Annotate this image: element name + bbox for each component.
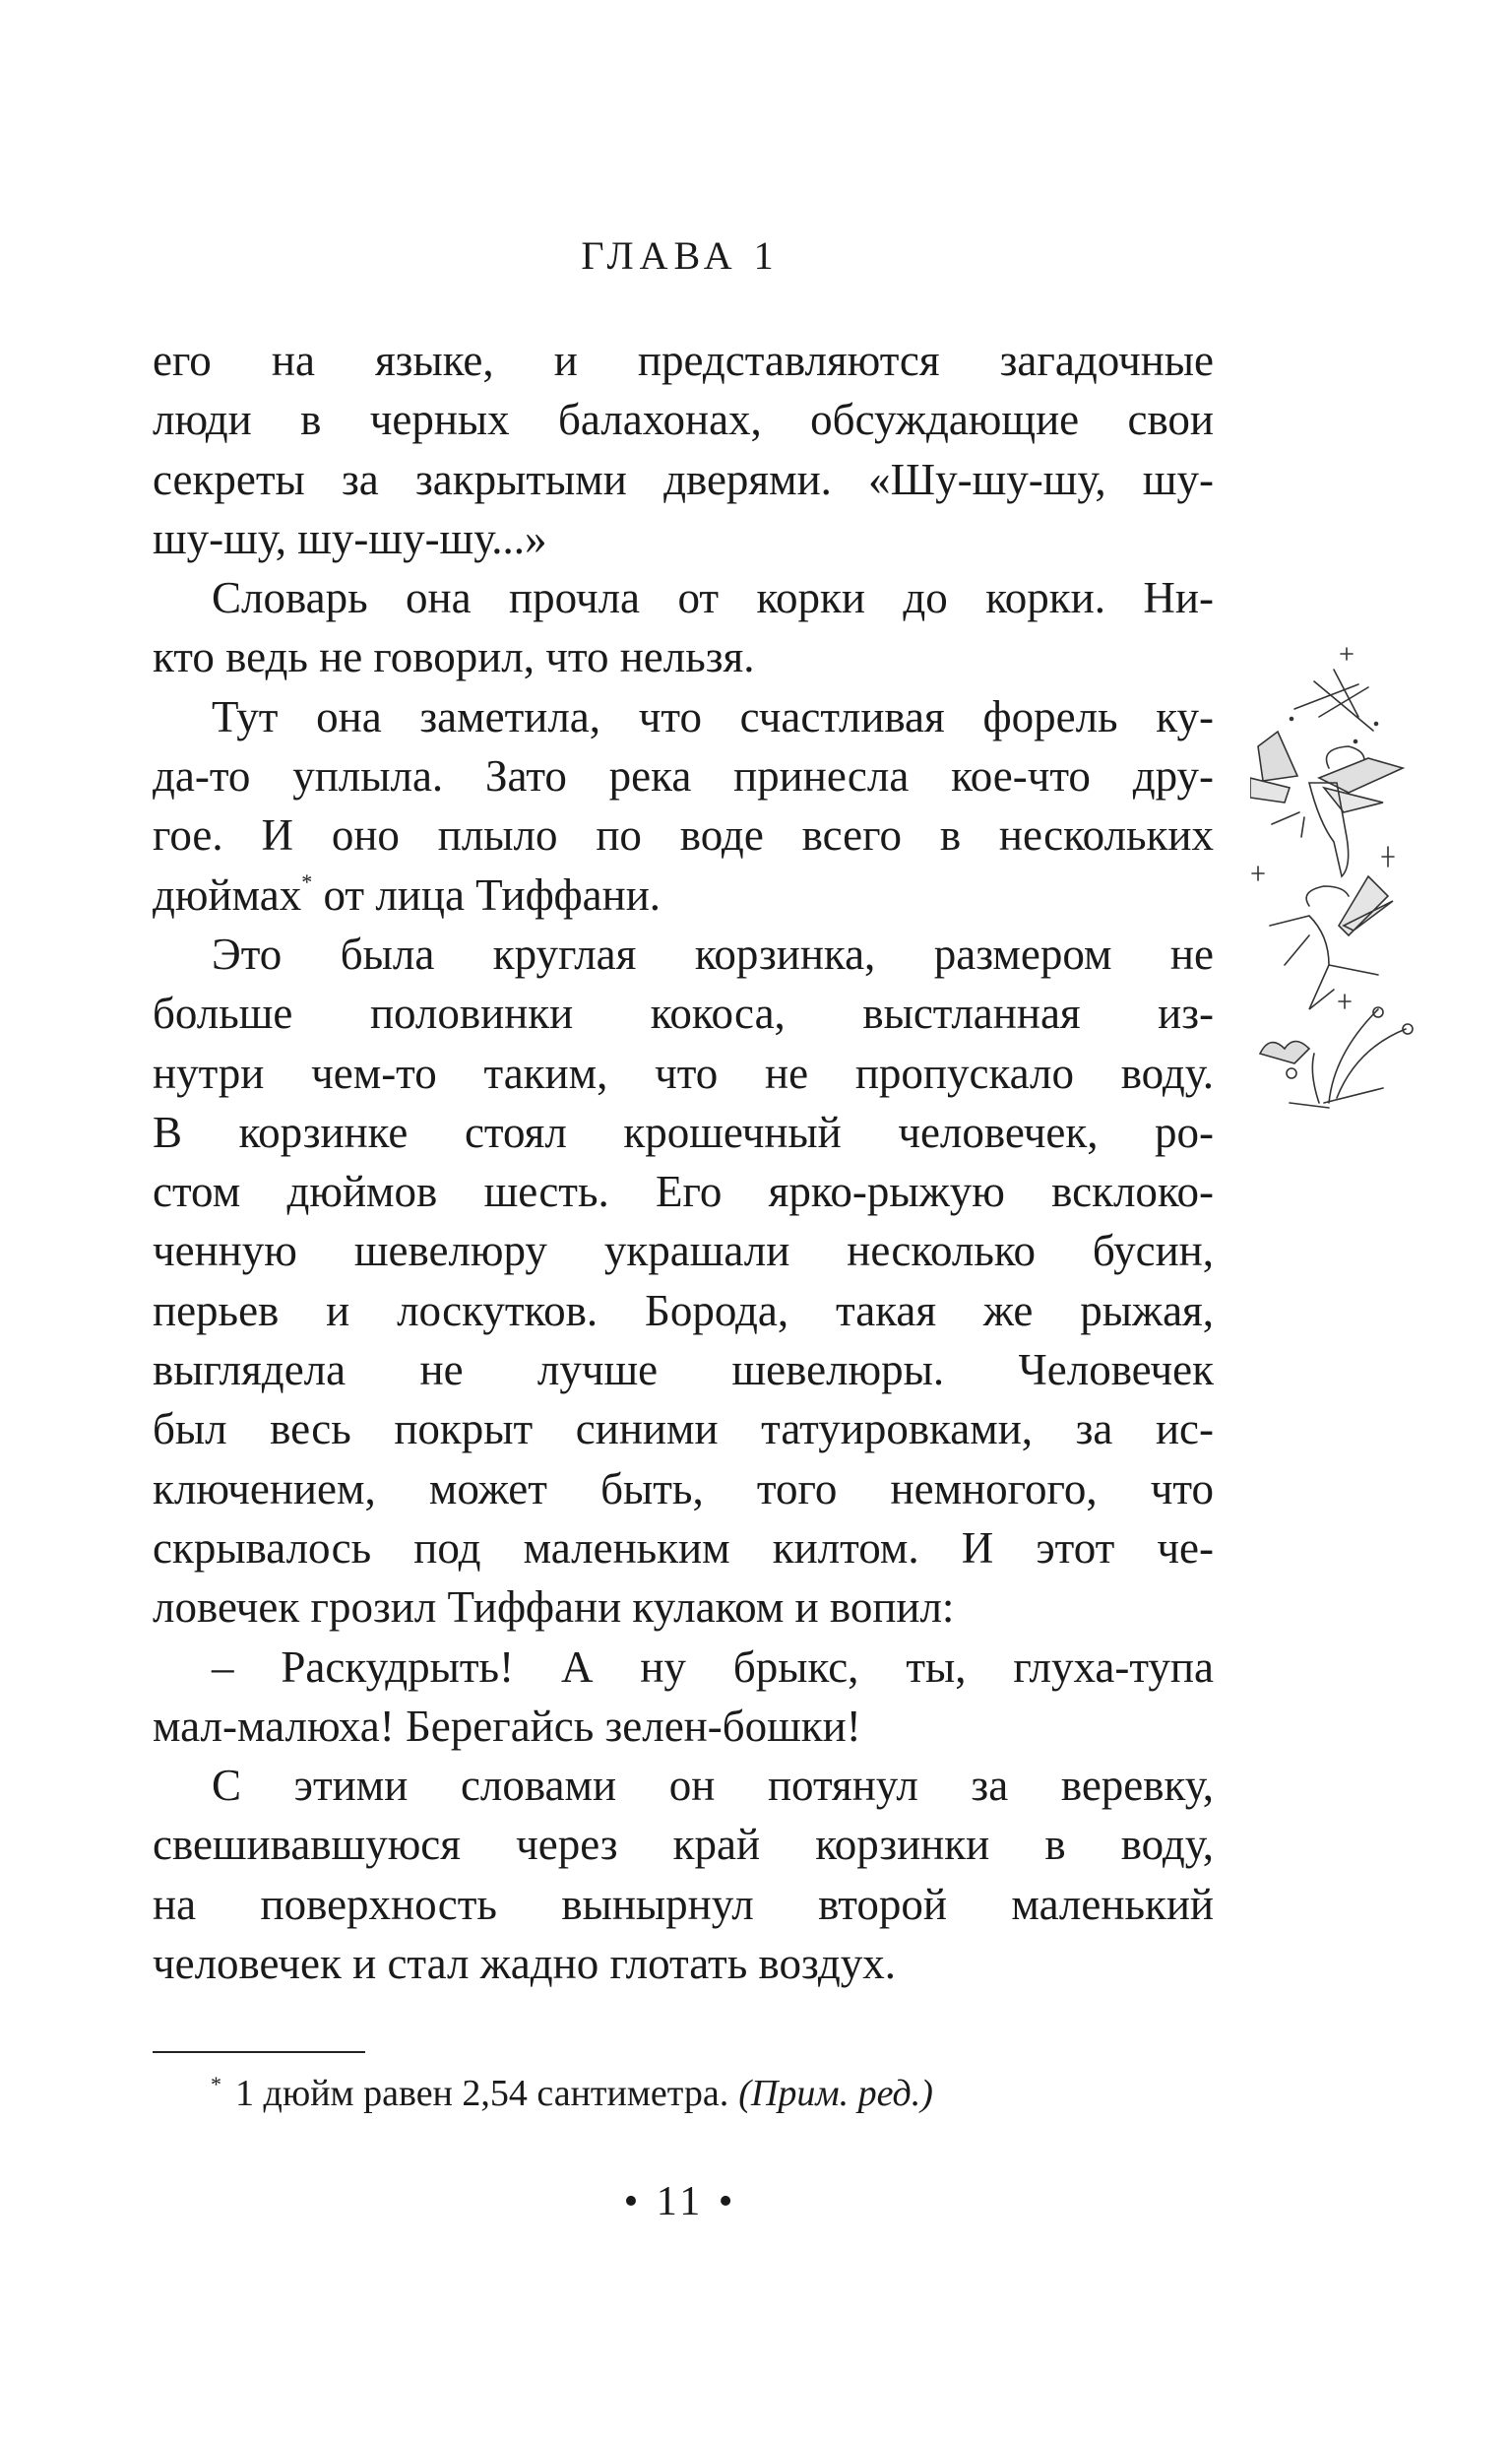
text-line [153, 984, 1214, 1043]
text-line [153, 1281, 1214, 1340]
text-line-content: секреты за закрытыми дверями. «Шу-шу-шу, шу- [153, 454, 1214, 504]
text-line [153, 509, 1214, 568]
page-number: • 11 • [623, 2179, 737, 2224]
text-line [153, 1815, 1214, 1874]
text-line [153, 331, 1214, 390]
text-line [153, 805, 1214, 865]
text-line-content: гое. И оно плыло по воде всего в нескольких [153, 810, 1214, 861]
text-line [153, 1875, 1214, 1934]
text-line-content: свешивавшуюся через край корзинки в воду, [153, 1820, 1214, 1870]
text-line [153, 627, 1214, 686]
footnote [211, 2072, 933, 2115]
text-line-content: больше половинки кокоса, выстланная из- [153, 989, 1214, 1039]
text-line [153, 1934, 1214, 1993]
text-line-content: Словарь она прочла от корки до корки. Ни- [212, 573, 1214, 623]
text-line [153, 866, 1214, 925]
text-line-content: перьев и лоскутков. Борода, такая же рыжая, [153, 1285, 1214, 1335]
text-line [153, 1459, 1214, 1518]
text-line-content: кто ведь не говорил, что нельзя. [153, 632, 755, 682]
text-line-content: да-то уплыла. Зато река принесла кое-что дру- [153, 751, 1214, 802]
text-line [153, 746, 1214, 805]
fairy-illustration [1250, 640, 1427, 1408]
text-line-content: люди в черных балахонах, обсуждающие свои [153, 395, 1214, 445]
body-text [153, 331, 1214, 1993]
text-line-content: нутри чем-то таким, что не пропускало воду. [153, 1048, 1214, 1098]
text-line [153, 1103, 1214, 1162]
text-line-content: ловечек грозил Тиффани кулаком и вопил: [153, 1582, 955, 1633]
text-line [153, 687, 1214, 746]
text-line [153, 1044, 1214, 1103]
text-line-content: ключением, может быть, того немногого, что [153, 1463, 1214, 1513]
text-line [153, 1518, 1214, 1577]
footnote-text: 1 дюйм равен 2,54 сантиметра. [235, 2073, 729, 2114]
text-line-content: шу-шу, шу-шу-шу...» [153, 513, 547, 563]
text-line [153, 390, 1214, 449]
text-line [153, 568, 1214, 627]
text-line [153, 1638, 1214, 1697]
text-line-content: – Раскудрыть! А ну брыкс, ты, глуха-тупа [212, 1641, 1214, 1692]
text-line-content: В корзинке стоял крошечный человечек, ро- [153, 1107, 1214, 1157]
text-line [153, 1221, 1214, 1280]
text-line-content: его на языке, и представляются загадочные [153, 336, 1214, 385]
text-line [153, 1577, 1214, 1637]
text-line [153, 1162, 1214, 1221]
footnote-editor-note: (Прим. ред.) [738, 2073, 933, 2114]
text-line [153, 450, 1214, 509]
text-line-content: на поверхность вынырнул второй маленький [153, 1879, 1214, 1929]
text-line-content: стом дюймов шесть. Его ярко-рыжую всклоко- [153, 1167, 1214, 1217]
text-line-content: ченную шевелюру украшали несколько бусин, [153, 1226, 1214, 1276]
footnote-mark: * [211, 2072, 221, 2096]
text-line-content: Это была круглая корзинка, размером не [212, 929, 1214, 979]
footnote-divider [153, 2051, 365, 2053]
text-line-content: человечек и стал жадно глотать воздух. [153, 1939, 897, 1989]
text-line [153, 1340, 1214, 1399]
text-line-content: был весь покрыт синими татуировками, за ис- [153, 1404, 1214, 1454]
text-line-content: мал-малюха! Берегайсь зелен-бошки! [153, 1701, 861, 1751]
chapter-heading: ГЛАВА 1 [581, 233, 780, 278]
footnote-reference: * [301, 868, 313, 894]
text-line-continuation: от лица Тиффани. [312, 869, 662, 920]
text-line [153, 1399, 1214, 1458]
text-line [153, 1756, 1214, 1815]
text-line [153, 1697, 1214, 1756]
text-line [153, 925, 1214, 984]
text-line-content: выглядела не лучше шевелюры. Человечек [153, 1345, 1214, 1395]
text-line-content: С этими словами он потянул за веревку, [212, 1761, 1214, 1811]
text-line-content: скрывалось под маленьким килтом. И этот че- [153, 1522, 1214, 1573]
text-line-content: дюймах [153, 869, 302, 920]
text-line-content: Тут она заметила, что счастливая форель ку- [212, 691, 1214, 741]
